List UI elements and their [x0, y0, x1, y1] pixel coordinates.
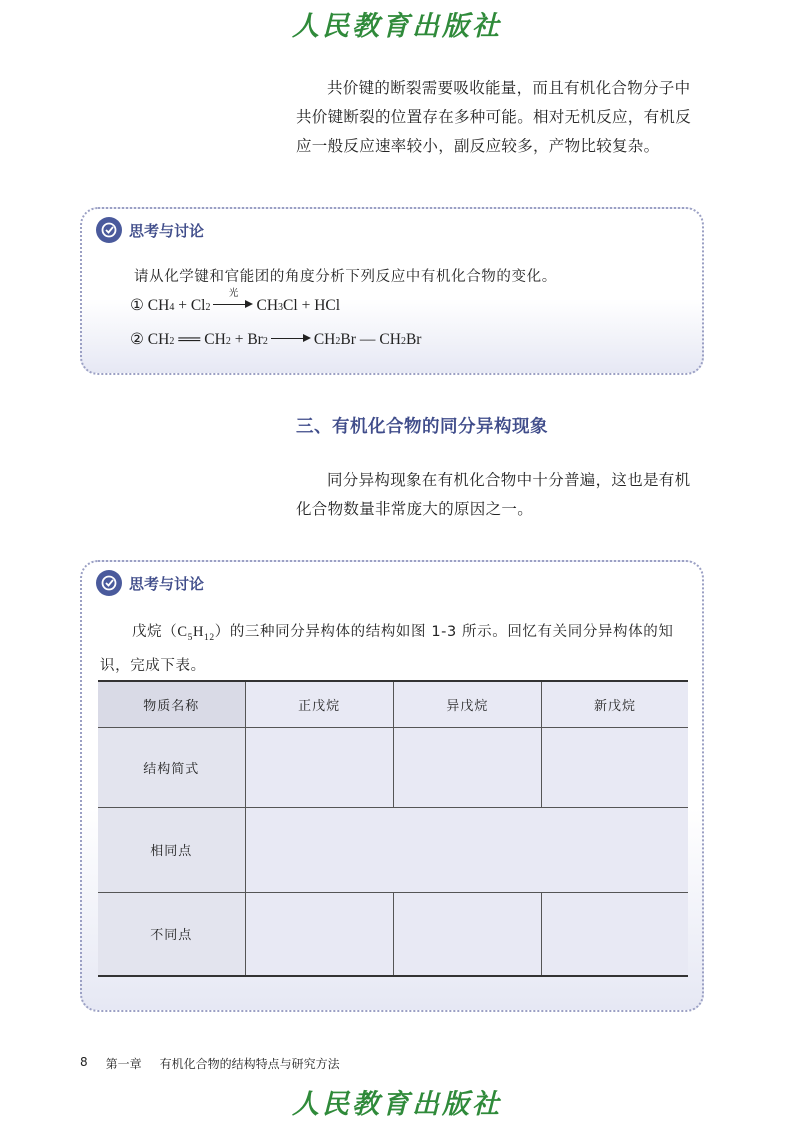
chapter-label: 第一章	[105, 1057, 142, 1071]
reaction-index: ②	[130, 331, 144, 348]
discussion-box-header	[96, 570, 204, 596]
question-text: 戊烷（	[132, 624, 178, 640]
table-header-cell: 异戊烷	[393, 681, 541, 727]
reactant-formula: CH	[147, 297, 170, 314]
plus-sign: +	[178, 297, 187, 314]
reaction-arrow-icon	[213, 288, 253, 310]
product-formula: CH	[256, 297, 279, 314]
single-bond-icon: —	[359, 331, 376, 348]
table-header-cell: 物质名称	[98, 681, 245, 727]
discussion-box-header	[96, 217, 204, 243]
table-header-row	[98, 681, 688, 727]
product-formula: Cl	[283, 297, 298, 314]
product-formula: HCl	[314, 297, 341, 314]
discussion-box-title: 思考与讨论	[129, 574, 205, 593]
answer-cell[interactable]	[393, 892, 541, 976]
product-formula: Br	[340, 331, 356, 348]
reactant-formula: Cl	[190, 297, 206, 314]
product-formula: CH	[379, 331, 401, 348]
subscript: 2	[169, 336, 175, 347]
table-header-cell: 正戊烷	[245, 681, 393, 727]
table-row	[98, 727, 688, 807]
reaction-ethylene-bromination	[130, 330, 421, 349]
plus-sign: +	[301, 297, 311, 314]
table-row	[98, 892, 688, 976]
isomer-table	[98, 680, 688, 977]
answer-cell[interactable]	[245, 727, 393, 807]
product-formula: Br	[405, 331, 422, 348]
discussion-box-title: 思考与讨论	[129, 221, 205, 240]
reactant-formula: CH	[204, 331, 226, 348]
answer-cell[interactable]	[541, 892, 688, 976]
discussion-box-reactions	[80, 207, 704, 375]
reaction-condition: 光	[228, 288, 239, 299]
answer-cell[interactable]	[541, 727, 688, 807]
reactant-formula: Br	[247, 331, 263, 348]
subscript: 4	[169, 302, 175, 313]
discussion-box-isomers	[80, 560, 704, 1012]
table-row	[98, 807, 688, 892]
isomer-question	[100, 618, 690, 680]
product-formula: CH	[313, 331, 336, 348]
page-footer	[80, 1055, 340, 1072]
subscript: 3	[278, 302, 284, 313]
question-text: ）的三种同分异构体的结构如图 1-3 所示。回忆有关同分异构体的知识，完成下表。	[100, 624, 674, 674]
discussion-prompt: 请从化学键和官能团的角度分析下列反应中有机化合物的变化。	[134, 269, 557, 285]
double-bond-icon: ══	[178, 331, 201, 348]
subscript: 2	[205, 302, 211, 313]
subscript: 2	[225, 336, 231, 347]
publisher-logo-bottom: 人民教育出版社	[292, 1089, 502, 1120]
table-row-label: 相同点	[98, 807, 245, 892]
reactant-formula: CH	[147, 331, 170, 348]
formula: $C_5H_{12}$	[177, 624, 215, 643]
reaction-methane-chlorination	[130, 288, 341, 315]
subscript: 2	[262, 336, 268, 347]
page-number: 8	[80, 1055, 88, 1069]
reaction-arrow-icon	[271, 334, 311, 344]
answer-cell[interactable]	[245, 807, 688, 892]
plus-sign: +	[234, 331, 244, 348]
discussion-icon	[96, 217, 122, 243]
discussion-icon	[96, 570, 122, 596]
publisher-logo-top: 人民教育出版社	[292, 11, 502, 42]
reaction-index: ①	[130, 297, 144, 314]
table-row-label: 结构简式	[98, 727, 245, 807]
subscript: 2	[400, 336, 406, 347]
answer-cell[interactable]	[393, 727, 541, 807]
table-row-label: 不同点	[98, 892, 245, 976]
paragraph-isomerism: 同分异构现象在有机化合物中十分普遍，这也是有机化合物数量非常庞大的原因之一。	[296, 471, 691, 518]
subscript: 2	[335, 336, 341, 347]
chapter-title: 有机化合物的结构特点与研究方法	[159, 1057, 340, 1071]
answer-cell[interactable]	[245, 892, 393, 976]
section-heading: 三、有机化合物的同分异构现象	[296, 417, 548, 437]
paragraph-bond-cleavage: 共价键的断裂需要吸收能量，而且有机化合物分子中共价键断裂的位置存在多种可能。相对无机反应，有机反应一般反应速率较小，副反应较多，产物比较复杂。	[296, 79, 692, 155]
table-header-cell: 新戊烷	[541, 681, 688, 727]
